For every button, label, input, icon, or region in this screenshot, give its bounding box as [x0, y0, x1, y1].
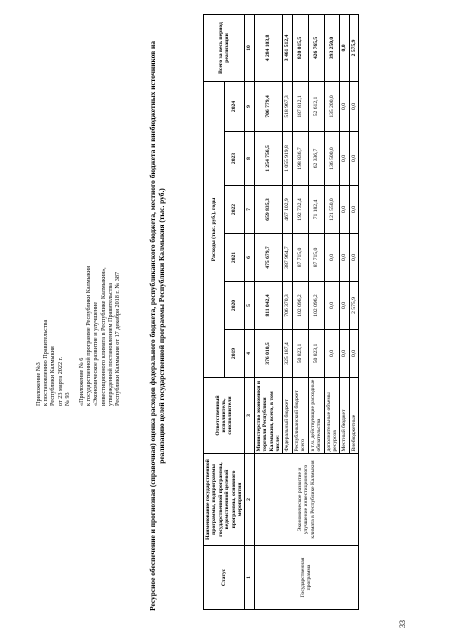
column-index: 6	[245, 234, 254, 282]
column-index: 7	[245, 186, 254, 234]
value-cell: 706 370,3	[283, 282, 292, 330]
value-cell: 187 812,1	[292, 81, 308, 131]
appendix-line: Приложение №3	[35, 362, 42, 406]
value-cell: 50 823,1	[292, 330, 308, 378]
value-cell: 659 835,3	[254, 186, 283, 234]
header-year: 2022	[224, 186, 245, 234]
value-cell: 0,0	[324, 330, 340, 378]
value-cell: 192 732,4	[292, 186, 308, 234]
row-label: в т.ч. действующие расходные обязательства	[308, 378, 324, 454]
table-row	[254, 14, 283, 609]
row-label: Федеральный бюджет	[283, 378, 292, 454]
appendix-ref-line: «Экономическое развитие и улучшение	[92, 301, 100, 406]
value-cell: 136 500,0	[324, 132, 340, 186]
header-year: 2019	[224, 330, 245, 378]
value-cell: 62 336,7	[308, 132, 324, 186]
total-cell: 426 765,5	[308, 14, 324, 81]
column-index: 3	[245, 378, 254, 454]
row-label: Республиканский бюджет всего	[292, 378, 308, 454]
column-index: 5	[245, 282, 254, 330]
document-title: Ресурсное обеспечение и прогнозная (справочная) оценка расходов федерального бюджета, республиканского бюджета, местного бюджета и внебюджетных источников на реализацию целей государственной программы Республики Калмыкия (тыс. руб.)	[148, 41, 166, 611]
value-cell: 0,0	[349, 132, 358, 186]
appendix-block	[35, 216, 121, 406]
page-number: 33	[398, 620, 407, 628]
value-cell: 387 964,7	[283, 234, 292, 282]
value-cell: 0,0	[349, 81, 358, 131]
header-expenses: Расходы (тыс. руб.), годы	[204, 81, 225, 377]
header-program-name: Наименование государственной программы, подпрограммы государственной программы, ведомственной целевой программы, основного мероприятия	[204, 454, 245, 546]
total-cell: 820 015,5	[292, 14, 308, 81]
value-cell: 198 836,7	[292, 132, 308, 186]
header-year: 2023	[224, 132, 245, 186]
header-year: 2020	[224, 282, 245, 330]
value-cell: 1 055 919,8	[283, 132, 292, 186]
row-label: Внебюджетные	[349, 378, 358, 454]
header-year: 2021	[224, 234, 245, 282]
appendix-line: Республики Калмыкия	[49, 346, 57, 406]
total-cell: 4 284 103,8	[254, 14, 283, 81]
value-cell: 0,0	[349, 186, 358, 234]
value-cell: 0,0	[349, 330, 358, 378]
value-cell: 121 550,0	[324, 186, 340, 234]
column-index: 4	[245, 330, 254, 378]
header-year: 2024	[224, 81, 245, 131]
appendix-line: от 23 марта 2022 г.	[56, 356, 64, 406]
appendix-ref-line: Республики Калмыкия от 17 декабря 2018 г. № 387	[114, 271, 122, 406]
column-index-row	[245, 14, 254, 609]
program-name-cell: Экономическое развитие и улучшение инвестиционного климата в Республике Калмыкия	[254, 454, 358, 546]
column-index: 10	[245, 14, 254, 81]
total-cell: 2 575,9	[349, 14, 358, 81]
header-total: Всего за весь период реализации	[204, 14, 245, 81]
value-cell: 811 042,4	[254, 282, 283, 330]
column-index: 9	[245, 81, 254, 131]
appendix-ref-line: к государственной программе Республики Калмыкия	[85, 266, 93, 406]
appendix-ref-line: «Приложение № 6	[78, 357, 86, 406]
value-cell: 0,0	[340, 81, 349, 131]
value-cell: 0,0	[340, 186, 349, 234]
value-cell: 0,0	[340, 234, 349, 282]
appendix-ref-line: утвержденной постановлением Правительства	[106, 283, 114, 406]
value-cell: 52 612,1	[308, 81, 324, 131]
total-cell: 393 250,0	[324, 14, 340, 81]
value-cell: 0,0	[324, 234, 340, 282]
value-cell: 2 575,9	[349, 282, 358, 330]
value-cell: 0,0	[340, 330, 349, 378]
value-cell: 325 187,4	[283, 330, 292, 378]
appendix-line: № 93	[63, 392, 71, 406]
total-cell: 0,0	[340, 14, 349, 81]
column-index: 8	[245, 132, 254, 186]
status-cell: Государственная программа	[254, 546, 358, 610]
header-executor: Ответственный исполнитель, соисполнители	[204, 378, 245, 454]
value-cell: 0,0	[349, 234, 358, 282]
value-cell: 71 182,4	[308, 186, 324, 234]
value-cell: 706 779,4	[254, 81, 283, 131]
value-cell: 0,0	[340, 282, 349, 330]
value-cell: 102 096,2	[292, 282, 308, 330]
value-cell: 1 254 756,5	[254, 132, 283, 186]
row-label: дополнительные объемы ресурсов	[324, 378, 340, 454]
value-cell: 518 967,3	[283, 81, 292, 131]
header-status: Статус	[204, 546, 245, 610]
appendix-ref-line: инвестиционного климата в Республике Калмыкия»,	[99, 267, 107, 406]
column-index: 2	[245, 454, 254, 546]
value-cell: 87 715,0	[308, 234, 324, 282]
value-cell: 467 102,9	[283, 186, 292, 234]
column-index: 1	[245, 546, 254, 610]
budget-table	[203, 14, 359, 610]
header-row	[204, 14, 225, 609]
row-label: Министерство экономики и торговли Республики Калмыкия, всего, в том числе:	[254, 378, 283, 454]
total-cell: 3 461 512,4	[283, 14, 292, 81]
appendix-line: к постановлению Правительства	[42, 319, 50, 406]
value-cell: 102 096,2	[308, 282, 324, 330]
value-cell: 0,0	[340, 132, 349, 186]
value-cell: 475 679,7	[254, 234, 283, 282]
value-cell: 135 200,0	[324, 81, 340, 131]
value-cell: 376 010,5	[254, 330, 283, 378]
value-cell: 50 823,1	[308, 330, 324, 378]
value-cell: 0,0	[324, 282, 340, 330]
value-cell: 87 715,0	[292, 234, 308, 282]
row-label: Местный бюджет	[340, 378, 349, 454]
